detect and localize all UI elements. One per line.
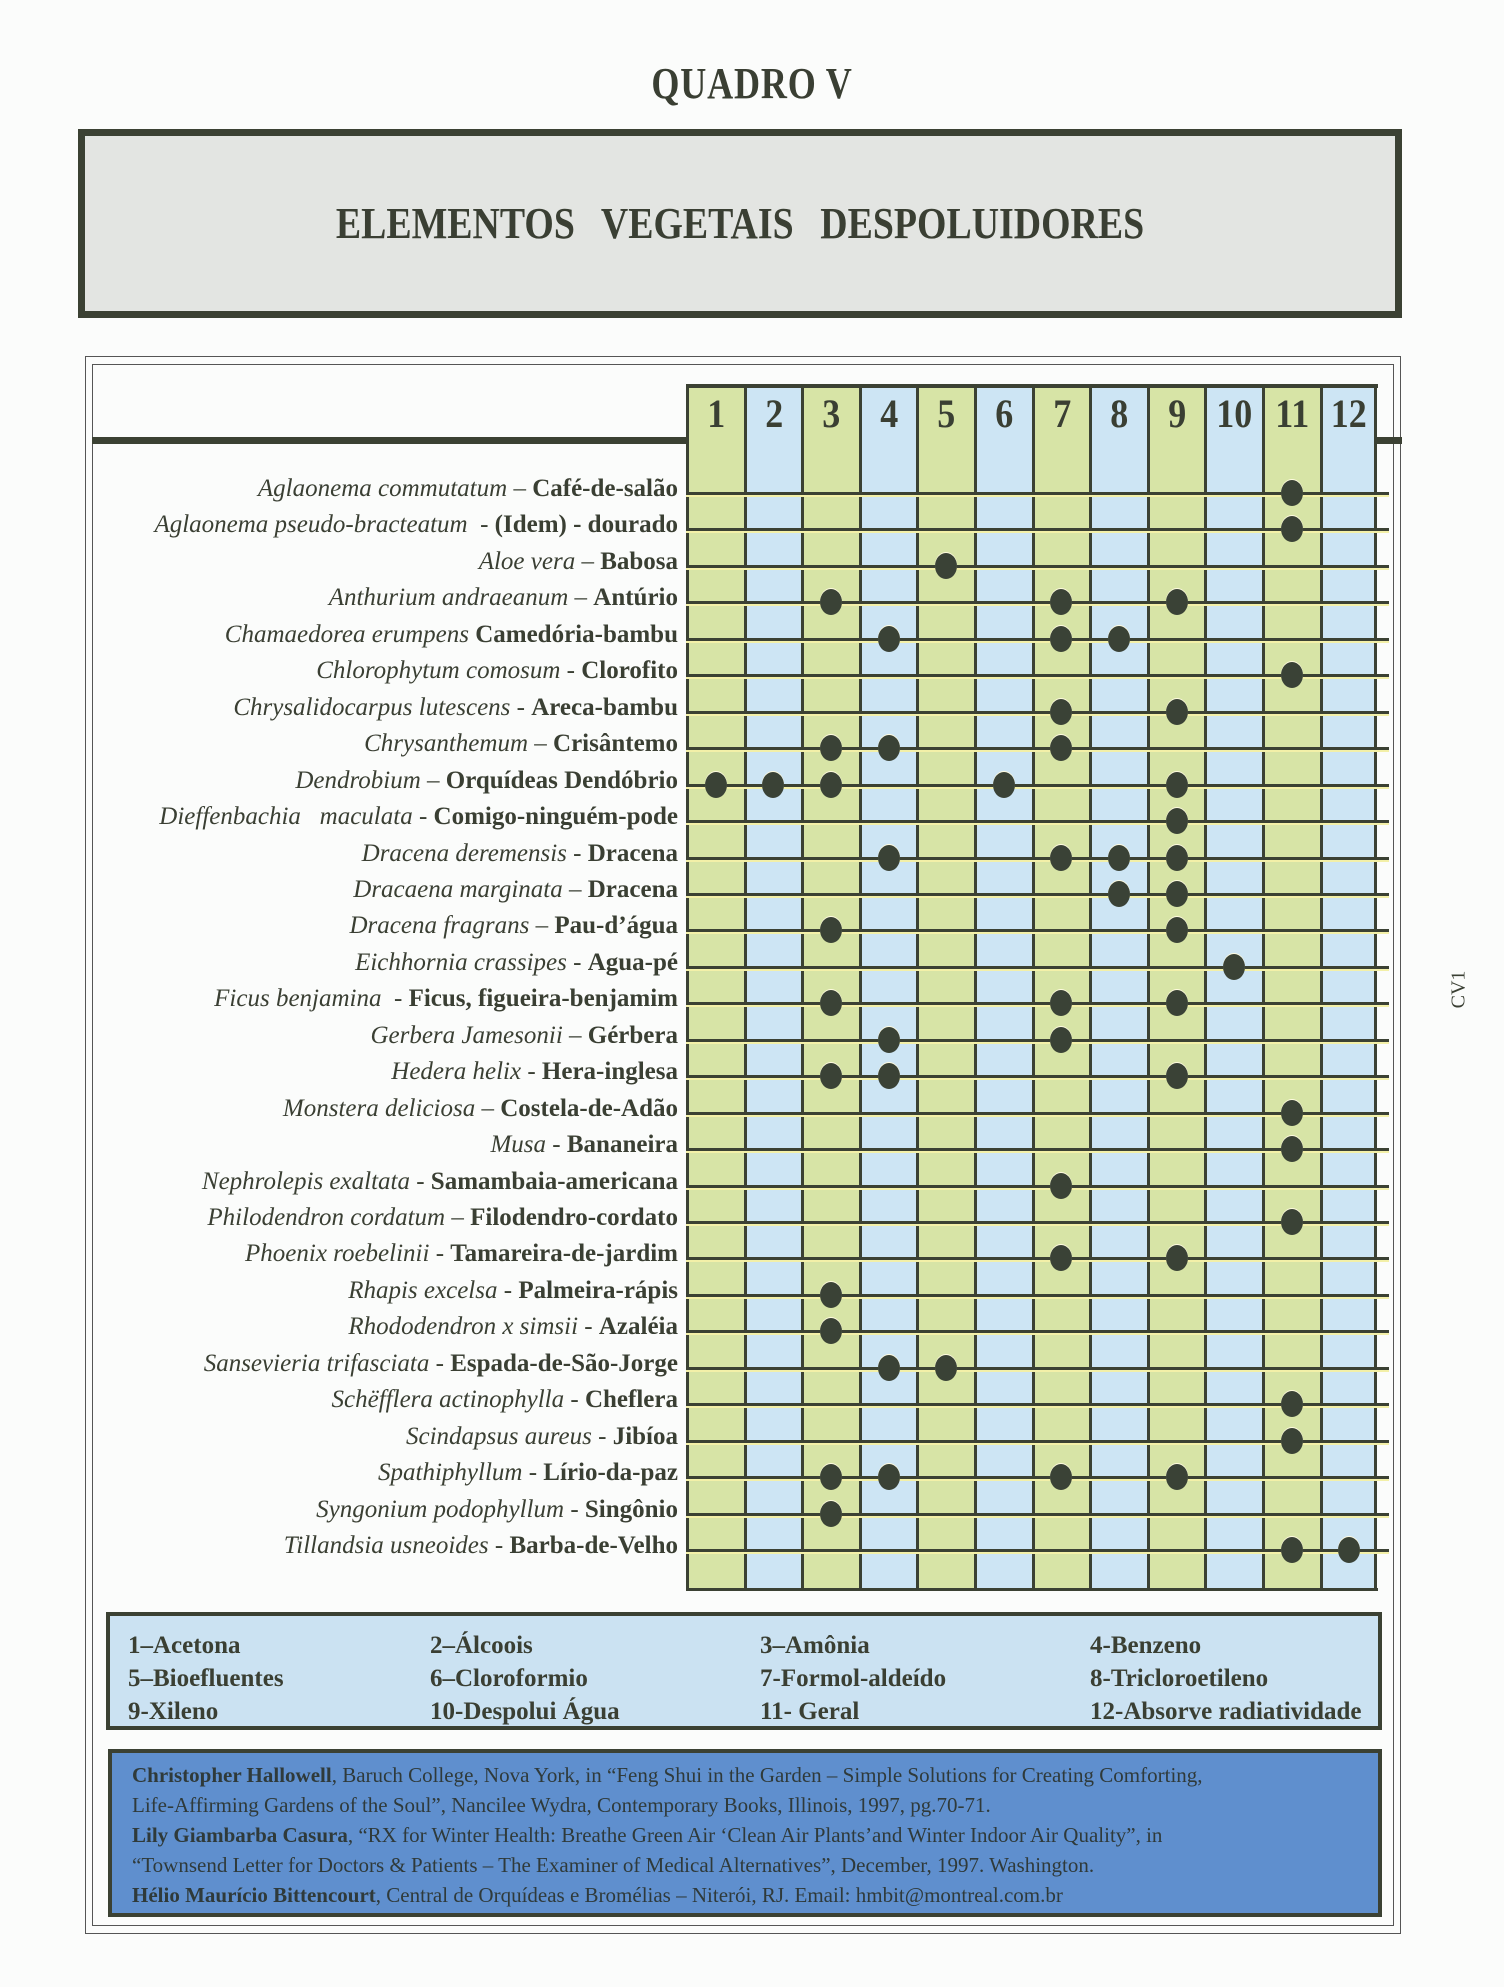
plant-row-label [284,1528,678,1564]
mark-dot-icon [935,553,957,579]
row-line [686,1513,1389,1516]
scientific-name: Aglaonema pseudo-bracteatum [154,511,468,539]
row-line [686,1002,1389,1005]
separator: – [562,875,588,903]
reference-text: , Central de Orquídeas e Bromélias – Niterói, RJ. Email: hmbit@montreal.com.br [375,1883,1063,1907]
column-header: 6 [995,391,1014,436]
column-header: 2 [764,391,783,436]
reference-line [132,1883,1063,1908]
mark-dot-icon [1050,1173,1072,1199]
row-line [686,1039,1389,1042]
mark-dot-icon [878,1464,900,1490]
mark-dot-icon [878,845,900,871]
mark-dot-icon [878,626,900,652]
common-name: Singônio [584,1495,678,1523]
separator: - [429,1349,451,1377]
mark-dot-icon [993,772,1015,798]
scientific-name: Aloe vera [478,547,576,575]
plant-row-label [202,1164,678,1200]
scientific-name: Anthurium andraeanum [328,584,569,612]
legend-item: 4-Benzeno [1090,1632,1202,1659]
scientific-name: Ficus benjamina [214,985,382,1013]
scientific-name: Sansevieria trifasciata [203,1349,430,1377]
references-box [108,1749,1382,1917]
separator: - [578,1313,599,1341]
separator: – [445,1204,471,1231]
column-header: 1 [707,391,726,436]
plant-row-label [490,1127,678,1163]
mark-dot-icon [820,1464,842,1490]
scientific-name: Nephrolepis exaltata [201,1167,410,1195]
mark-dot-icon [762,772,784,798]
separator: - [429,1240,451,1268]
row-line [686,747,1389,750]
legend-item: 1–Acetona [128,1632,241,1659]
separator: – [529,912,555,940]
common-name: Babosa [600,547,678,575]
separator: – [575,547,601,575]
mark-dot-icon [1281,662,1303,688]
common-name: Espada-de-São-Jorge [450,1349,678,1377]
mark-dot-icon [878,1027,900,1053]
plant-row-label [406,1419,678,1455]
mark-dot-icon [1166,1063,1188,1089]
legend-item: 8-Tricloroetileno [1090,1665,1269,1692]
separator: - [488,1532,510,1560]
mark-dot-icon [1166,1464,1188,1490]
mark-dot-icon [1166,589,1188,615]
column-header: 12 [1330,391,1367,436]
mark-dot-icon [878,735,900,761]
common-name: Hera-inglesa [541,1058,678,1086]
scientific-name: Chamaedorea erumpens [224,620,469,648]
mark-dot-icon [1166,990,1188,1016]
reference-line [132,1823,1162,1848]
mark-dot-icon [1108,881,1130,907]
scientific-name: Phoenix roebelinii [245,1240,430,1268]
scientific-name: Rhododendron x simsii [348,1313,579,1341]
mark-dot-icon [1166,881,1188,907]
reference-text: Life-Affirming Gardens of the Soul”, Nancilee Wydra, Contemporary Books, Illinois, 1997, pg.70-71. [132,1793,991,1817]
mark-dot-icon [935,1355,957,1381]
common-name: Jibíoa [612,1422,678,1450]
common-name: Costela-de-Adão [500,1094,678,1122]
separator: - [510,693,532,721]
column-header: 3 [822,391,841,436]
title-box-text: ELEMENTOS VEGETAIS DESPOLUIDORES [335,199,1145,248]
plant-row-label [207,1200,678,1236]
separator: – [475,1094,501,1122]
row-line [686,601,1389,604]
plant-row-label [332,1382,678,1418]
scientific-name: Chrysalidocarpus lutescens [233,693,511,721]
grid-top-border [686,384,1378,388]
plant-row-label [348,1273,678,1309]
side-label: CV1 [1447,970,1470,1009]
plant-row-label [350,908,679,944]
row-line [686,1330,1389,1333]
plant-row-label [353,872,678,908]
separator: - [560,657,582,685]
column-header: 4 [880,391,899,436]
common-name: Areca-bambu [531,693,678,721]
row-line [686,857,1389,860]
plant-row-label [233,690,678,726]
plant-row-label [355,945,678,981]
common-name: Barba-de-Velho [509,1532,678,1560]
separator: - [521,1058,542,1086]
common-name: Pau-d’água [554,912,678,940]
common-name: Dracena [587,839,678,867]
common-name: Antúrio [593,584,678,612]
scientific-name: Scindapsus aureus [405,1422,592,1450]
common-name: Crisântemo [553,730,678,758]
mark-dot-icon [1223,954,1245,980]
scientific-name: Dracena fragrans [349,912,530,940]
plant-row-label [370,1018,678,1054]
scientific-name: Hedera helix [391,1058,522,1086]
common-name: Lírio-da-paz [543,1459,678,1487]
separator: - [409,1167,431,1195]
column-header: 7 [1052,391,1071,436]
plant-row-label [214,981,678,1017]
common-name: Agua-pé [587,948,678,976]
row-line [686,711,1389,714]
page-title: QUADRO V [651,59,853,108]
row-line [686,1294,1389,1297]
separator: - [412,803,434,831]
reference-line [132,1853,1094,1878]
row-line [686,1476,1389,1479]
plant-row-label [479,544,678,580]
legend-item: 6–Cloroformio [430,1665,588,1692]
legend-item: 2–Álcoois [430,1632,533,1659]
separator: - [467,511,495,539]
legend-item: 5–Bioefluentes [128,1665,284,1692]
mark-dot-icon [1166,772,1188,798]
scientific-name: Aglaonema commutatum [257,475,508,502]
scientific-name: Chlorophytum comosum [316,657,561,685]
reference-text: “Townsend Letter for Doctors & Patients – The Examiner of Medical Alternatives”, December, 1997. Washington. [132,1853,1095,1877]
common-name: Azaléia [598,1313,678,1341]
row-line [686,1257,1389,1260]
scientific-name: Chrysanthemum [364,730,529,758]
common-name: Ficus, figueira-benjamim [408,985,678,1013]
separator: – [568,584,594,612]
common-name: Orquídeas Dendóbrio [445,766,678,794]
plant-row-label [329,580,678,616]
plant-row-label [316,1492,678,1528]
mark-dot-icon [1281,1209,1303,1235]
row-line [686,565,1389,568]
scientific-name: Eichhornia crassipes [355,948,567,976]
plant-row-label [204,1346,678,1382]
grid-bottom-border [686,1588,1378,1591]
plant-row-label [159,799,678,835]
common-name: Samambaia-americana [430,1167,678,1195]
mark-dot-icon [1281,1428,1303,1454]
common-name: Clorofito [581,657,678,685]
reference-line [132,1763,1203,1788]
plant-row-label [225,617,678,653]
separator: - [591,1422,613,1450]
separator: – [562,1021,588,1049]
plant-row-label [283,1091,678,1127]
scientific-name: Philodendron cordatum [207,1204,446,1231]
separator: - [381,985,409,1013]
mark-dot-icon [1281,1100,1303,1126]
common-name: Comigo-ninguém-pode [433,803,678,831]
legend-item: 10-Despolui Água [430,1698,620,1725]
mark-dot-icon [820,772,842,798]
plant-row-label [258,471,678,507]
mark-dot-icon [1166,1245,1188,1271]
common-name: Café-de-salão [532,475,678,502]
reference-text: , Baruch College, Nova York, in “Feng Shui in the Garden – Simple Solutions for Creating Comforting, [331,1763,1203,1787]
common-name: Camedória-bambu [475,620,678,648]
plant-row-label [378,1455,678,1491]
scientific-name: Gerbera Jamesonii [370,1021,563,1049]
separator: - [566,839,588,867]
common-name: Bananeira [566,1131,678,1159]
common-name: Palmeira-rápis [518,1276,678,1304]
scientific-name: Tillandsia usneoides [283,1532,489,1560]
separator: – [528,730,554,758]
mark-dot-icon [1281,1537,1303,1563]
common-name: Filodendro-cordato [470,1204,678,1231]
column-header: 9 [1168,391,1187,436]
common-name: (Idem) - dourado [494,511,678,539]
column-header: 5 [937,391,956,436]
pollutant-grid [686,384,1378,1591]
row-line [686,784,1389,787]
column-header: 10 [1216,391,1253,436]
scientific-name: Dracena deremensis [361,839,567,867]
mark-dot-icon [1166,699,1188,725]
plant-row-label [391,1054,678,1090]
separator: - [566,948,588,976]
mark-dot-icon [1050,699,1072,725]
row-line [686,966,1389,969]
plant-row-label [362,836,678,872]
reference-author: Lily Giambarba Casura [132,1823,348,1847]
legend-item: 9-Xileno [128,1698,219,1725]
mark-dot-icon [1050,845,1072,871]
mark-dot-icon [820,1501,842,1527]
plant-row-label [245,1236,678,1272]
mark-dot-icon [1166,845,1188,871]
row-line [686,820,1389,823]
scientific-name: Dieffenbachia maculata [159,803,413,831]
reference-author: Hélio Maurício Bittencourt [132,1883,376,1907]
scientific-name: Spathiphyllum [378,1459,523,1487]
row-line [686,638,1389,641]
plant-row-label [364,726,678,762]
scientific-name: Musa [490,1131,547,1159]
common-name: Dracena [587,875,678,903]
plant-row-label [154,507,678,543]
plant-row-label [295,763,678,799]
scientific-name: Syngonium podophyllum [316,1495,565,1523]
separator: - [546,1131,567,1159]
mark-dot-icon [1166,808,1188,834]
reference-line [132,1793,991,1818]
scientific-name: Schëfflera actinophylla [331,1386,565,1414]
column-header: 8 [1110,391,1129,436]
row-line [686,929,1389,932]
mark-dot-icon [1108,845,1130,871]
mark-dot-icon [820,735,842,761]
mark-dot-icon [1281,1136,1303,1162]
mark-dot-icon [1166,917,1188,943]
plant-row-label [316,653,678,689]
scientific-name: Rhapis excelsa [348,1276,498,1304]
legend-item: 11- Geral [760,1698,860,1725]
mark-dot-icon [1281,480,1303,506]
legend-item: 7-Formol-aldeído [760,1665,947,1692]
row-line [686,893,1389,896]
mark-dot-icon [1281,1391,1303,1417]
legend-item: 12-Absorve radiatividade [1090,1698,1362,1725]
plant-row-label [348,1309,678,1345]
row-line [686,1185,1389,1188]
scientific-name: Dracaena marginata [353,875,563,903]
legend-box [106,1612,1382,1730]
row-line [686,1367,1389,1370]
common-name: Cheflera [584,1386,678,1414]
legend-item: 3–Amônia [760,1632,870,1659]
separator: – [507,475,533,502]
scientific-name: Dendrobium [295,766,421,794]
row-line [686,1075,1389,1078]
mark-dot-icon [820,1282,842,1308]
separator: - [564,1495,585,1523]
common-name: Tamareira-de-jardim [450,1240,678,1268]
separator: - [522,1459,544,1487]
scientific-name: Monstera deliciosa [282,1094,476,1122]
mark-dot-icon [1108,626,1130,652]
separator: – [420,766,446,794]
separator: - [497,1276,519,1304]
mark-dot-icon [878,1063,900,1089]
title-box [78,129,1402,318]
mark-dot-icon [820,1063,842,1089]
common-name: Gérbera [587,1021,678,1049]
mark-dot-icon [878,1355,900,1381]
separator: - [564,1386,585,1414]
column-header: 11 [1275,391,1310,436]
mark-dot-icon [705,772,727,798]
reference-text: , “RX for Winter Health: Breathe Green Air ‘Clean Air Plants’and Winter Indoor Air Quality”, in [347,1823,1163,1847]
reference-author: Christopher Hallowell [132,1763,332,1787]
